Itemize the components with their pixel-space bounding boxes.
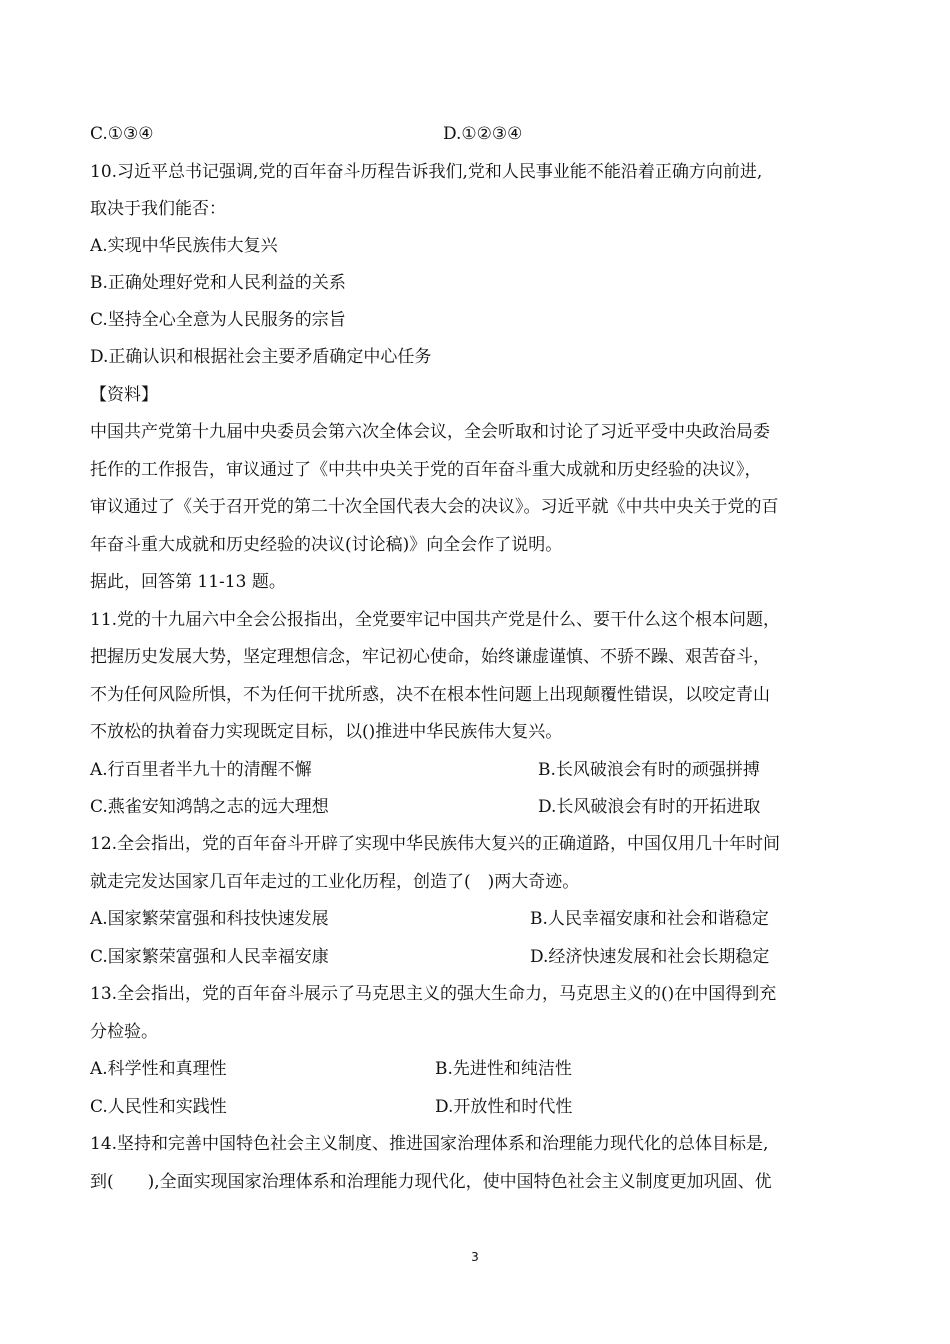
q12-option-b: B.人民幸福安康和社会和谐稳定 — [530, 909, 769, 929]
material-instruction: 据此，回答第 11-13 题。 — [90, 572, 286, 592]
q10-option-c: C.坚持全心全意为人民服务的宗旨 — [90, 310, 346, 330]
q13-option-d: D.开放性和时代性 — [435, 1097, 573, 1117]
q12-stem-line-2: 就走完发达国家几百年走过的工业化历程，创造了( )两大奇迹。 — [90, 872, 580, 892]
q12-stem-line-1: 12.全会指出，党的百年奋斗开辟了实现中华民族伟大复兴的正确道路，中国仅用几十年时间 — [90, 834, 781, 854]
q10-option-d: D.正确认识和根据社会主要矛盾确定中心任务 — [90, 347, 432, 367]
material-line-4: 年奋斗重大成就和历史经验的决议(讨论稿)》向全会作了说明。 — [90, 535, 563, 555]
q13-option-c: C.人民性和实践性 — [90, 1097, 227, 1117]
q13-stem-line-2: 分检验。 — [90, 1022, 158, 1042]
q13-option-a: A.科学性和真理性 — [90, 1059, 227, 1079]
q11-stem-line-4: 不放松的执着奋力实现既定目标，以()推进中华民族伟大复兴。 — [90, 722, 563, 742]
q14-stem-line-1: 14.坚持和完善中国特色社会主义制度、推进国家治理体系和治理能力现代化的总体目标是, — [90, 1134, 769, 1154]
q12-option-d: D.经济快速发展和社会长期稳定 — [530, 947, 770, 967]
q13-option-b: B.先进性和纯洁性 — [435, 1059, 572, 1079]
material-line-2: 托作的工作报告，审议通过了《中共中央关于党的百年奋斗重大成就和历史经验的决议》， — [90, 460, 762, 480]
q10-stem-line-2: 取决于我们能否： — [90, 199, 226, 219]
page-number: 3 — [471, 1250, 479, 1264]
q11-stem-line-2: 把握历史发展大势，坚定理想信念，牢记初心使命，始终谦虚谨慎、不骄不躁、艰苦奋斗， — [90, 647, 770, 667]
q12-option-a: A.国家繁荣富强和科技快速发展 — [90, 909, 329, 929]
material-line-1: 中国共产党第十九届中央委员会第六次全体会议，全会听取和讨论了习近平受中央政治局委 — [90, 422, 770, 442]
material-line-3: 审议通过了《关于召开党的第二十次全国代表大会的决议》。习近平就《中共中央关于党的百 — [90, 497, 779, 517]
q9-option-d: D.①②③④ — [443, 124, 523, 144]
material-heading: 【资料】 — [90, 385, 158, 405]
q11-option-d: D.长风破浪会有时的开拓进取 — [538, 797, 761, 817]
q13-stem-line-1: 13.全会指出，党的百年奋斗展示了马克思主义的强大生命力，马克思主义的()在中国得到充 — [90, 984, 777, 1004]
q10-option-a: A.实现中华民族伟大复兴 — [90, 236, 278, 256]
q11-stem-line-3: 不为任何风险所惧，不为任何干扰所惑，决不在根本性问题上出现颠覆性错误，以咬定青山 — [90, 685, 770, 705]
q10-option-b: B.正确处理好党和人民利益的关系 — [90, 273, 346, 293]
q11-stem-line-1: 11.党的十九届六中全会公报指出，全党要牢记中国共产党是什么、要干什么这个根本问题， — [90, 610, 781, 630]
q12-option-c: C.国家繁荣富强和人民幸福安康 — [90, 947, 329, 967]
q11-option-c: C.燕雀安知鸿鹄之志的远大理想 — [90, 797, 329, 817]
q11-option-a: A.行百里者半九十的清醒不懈 — [90, 760, 312, 780]
q14-stem-line-2: 到( ),全面实现国家治理体系和治理能力现代化，使中国特色社会主义制度更加巩固、优 — [90, 1172, 772, 1192]
q11-option-b: B.长风破浪会有时的顽强拼搏 — [538, 760, 760, 780]
q9-option-c: C.①③④ — [90, 124, 154, 144]
q10-stem-line-1: 10.习近平总书记强调,党的百年奋斗历程告诉我们,党和人民事业能不能沿着正确方向前进, — [90, 162, 763, 182]
